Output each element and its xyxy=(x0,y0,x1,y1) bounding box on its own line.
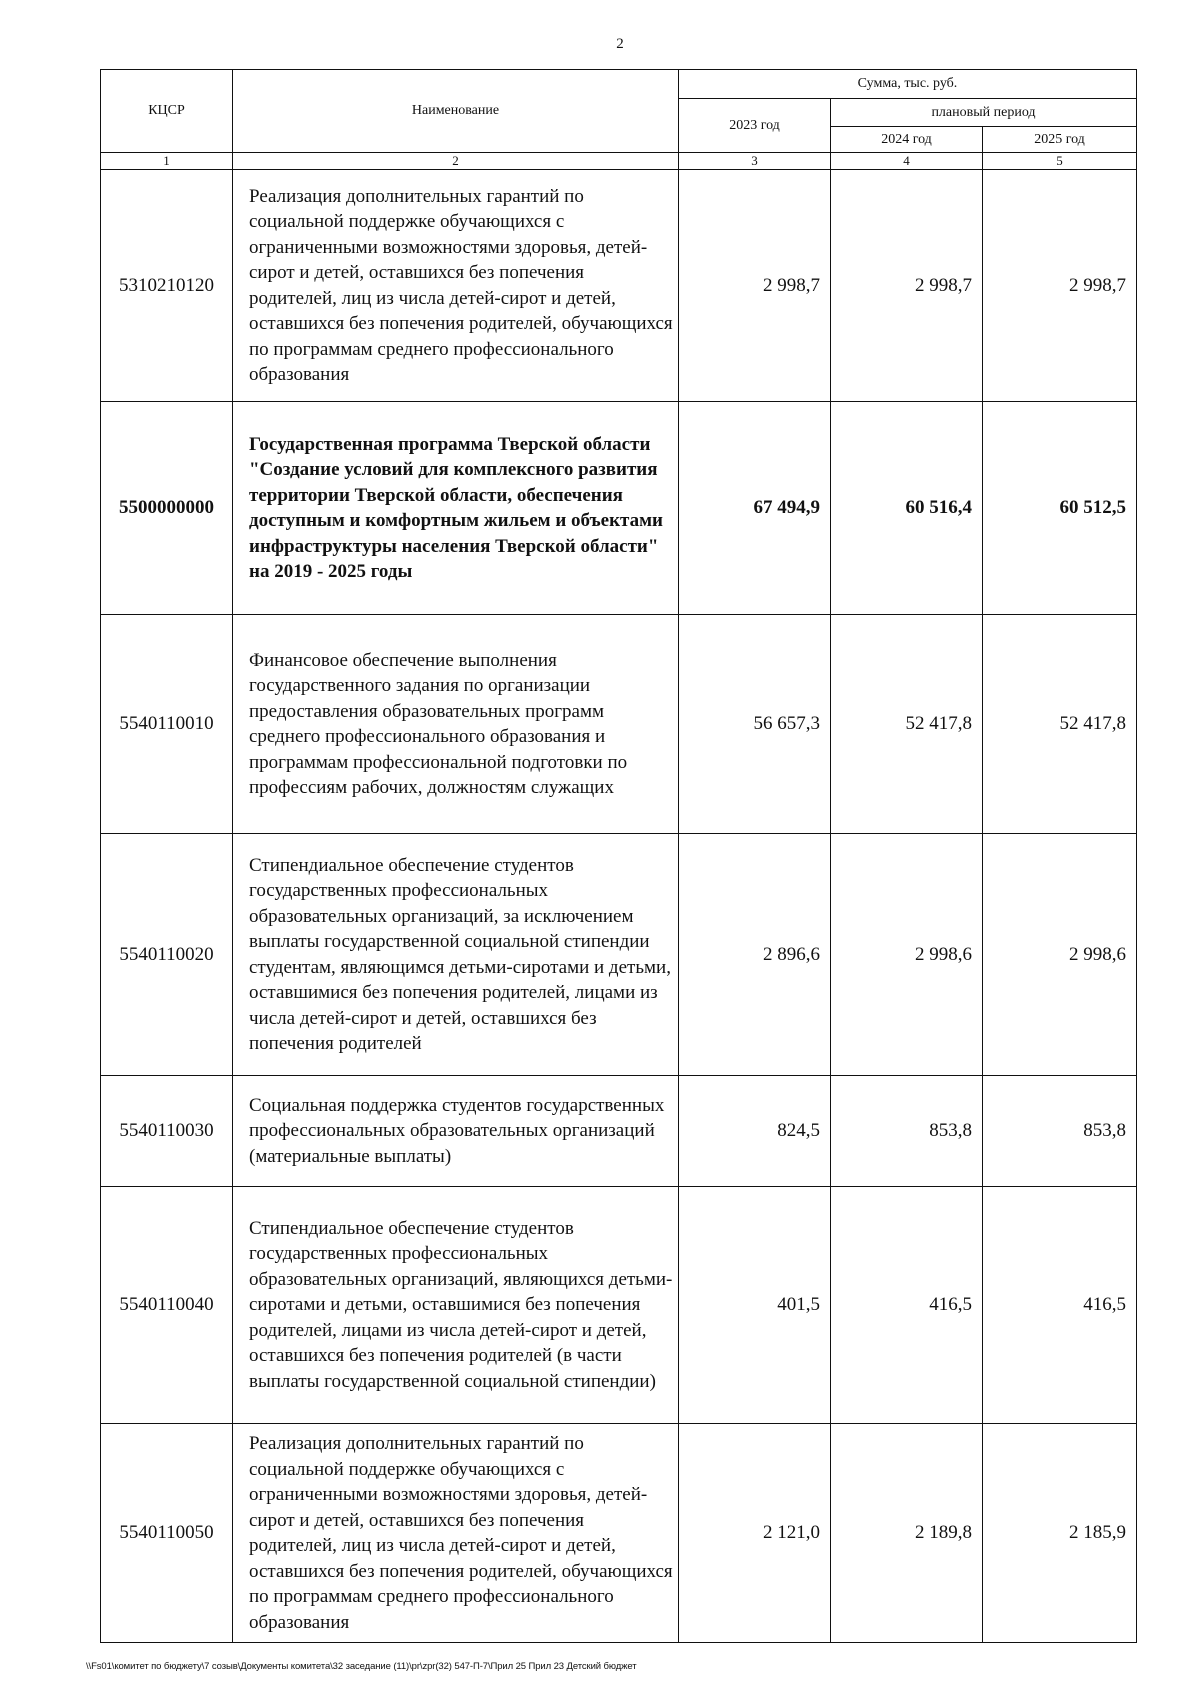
budget-table xyxy=(100,69,1137,1643)
row-value-2024: 853,8 xyxy=(831,1076,983,1187)
row-value-2023: 2 896,6 xyxy=(679,834,831,1076)
column-number: 2 xyxy=(233,153,679,170)
row-name: Социальная поддержка студентов государственных профессиональных образовательных организаций (материальные выплаты) xyxy=(233,1076,679,1187)
row-value-2025: 52 417,8 xyxy=(983,615,1137,834)
row-name: Финансовое обеспечение выполнения государственного задания по организации предоставления образовательных программ среднего профессионального образования и программам профессиональной подготовки по профессиям рабочих, должностям служащих xyxy=(233,615,679,834)
footer-file-path: \\Fs01\комитет по бюджету\7 созыв\Документы комитета\32 заседание (11)\pr\zpr(32) 547-П-7\Прил 25 Прил 23 Детский бюджет xyxy=(86,1661,637,1672)
column-number: 3 xyxy=(679,153,831,170)
header-year-2024: 2024 год xyxy=(831,127,983,153)
header-planning-period: плановый период xyxy=(831,99,1137,127)
header-name: Наименование xyxy=(233,70,679,153)
page-number: 2 xyxy=(616,36,624,52)
row-code: 5540110020 xyxy=(101,834,233,1076)
row-name: Государственная программа Тверской области "Создание условий для комплексного развития территории Тверской области, обеспечения доступным и комфортным жильем и объектами инфраструктуры населения Тверской области" на 2019 - 2025 годы xyxy=(233,402,679,615)
row-value-2025: 416,5 xyxy=(983,1187,1137,1424)
row-value-2024: 416,5 xyxy=(831,1187,983,1424)
row-code: 5500000000 xyxy=(101,402,233,615)
column-number: 4 xyxy=(831,153,983,170)
column-number: 1 xyxy=(101,153,233,170)
table-row xyxy=(101,615,1137,834)
row-name: Реализация дополнительных гарантий по социальной поддержке обучающихся с ограниченными возможностями здоровья, детей-сирот и детей, оставшихся без попечения родителей, лиц из числа детей-сирот и детей, оставшихся без попечения родителей, обучающихся по программам среднего профессионального образования xyxy=(233,1424,679,1643)
header-amount: Сумма, тыс. руб. xyxy=(679,70,1137,99)
row-value-2025: 2 998,6 xyxy=(983,834,1137,1076)
row-name: Стипендиальное обеспечение студентов государственных профессиональных образовательных организаций, за исключением выплаты государственной социальной стипендии студентам, являющимся детьми-сиротами и детьми, оставшимися без попечения родителей, лицами из числа детей-сирот и детей, оставшихся без попечения родителей xyxy=(233,834,679,1076)
row-value-2024: 60 516,4 xyxy=(831,402,983,615)
header-year-2023: 2023 год xyxy=(679,99,831,153)
row-code: 5540110040 xyxy=(101,1187,233,1424)
column-number-row xyxy=(101,153,1137,170)
table-row xyxy=(101,170,1137,402)
row-value-2023: 401,5 xyxy=(679,1187,831,1424)
table-row xyxy=(101,1076,1137,1187)
row-value-2023: 824,5 xyxy=(679,1076,831,1187)
row-value-2024: 2 998,6 xyxy=(831,834,983,1076)
row-value-2024: 2 998,7 xyxy=(831,170,983,402)
row-value-2024: 52 417,8 xyxy=(831,615,983,834)
table-row xyxy=(101,834,1137,1076)
row-value-2023: 2 121,0 xyxy=(679,1424,831,1643)
row-value-2023: 67 494,9 xyxy=(679,402,831,615)
row-value-2023: 56 657,3 xyxy=(679,615,831,834)
row-value-2025: 853,8 xyxy=(983,1076,1137,1187)
row-code: 5310210120 xyxy=(101,170,233,402)
row-name: Стипендиальное обеспечение студентов государственных профессиональных образовательных организаций, являющихся детьми-сиротами и детьми, оставшимися без попечения родителей, лицами из числа детей-сирот и детей, оставшихся без попечения родителей (в части выплаты государственной социальной стипендии) xyxy=(233,1187,679,1424)
row-value-2023: 2 998,7 xyxy=(679,170,831,402)
row-code: 5540110010 xyxy=(101,615,233,834)
row-value-2025: 60 512,5 xyxy=(983,402,1137,615)
column-number: 5 xyxy=(983,153,1137,170)
table-row xyxy=(101,1187,1137,1424)
table-row xyxy=(101,402,1137,615)
row-value-2024: 2 189,8 xyxy=(831,1424,983,1643)
row-value-2025: 2 185,9 xyxy=(983,1424,1137,1643)
row-name: Реализация дополнительных гарантий по социальной поддержке обучающихся с ограниченными возможностями здоровья, детей-сирот и детей, оставшихся без попечения родителей, лиц из числа детей-сирот и детей, оставшихся без попечения родителей, обучающихся по программам среднего профессионального образования xyxy=(233,170,679,402)
header-code: КЦСР xyxy=(101,70,233,153)
row-code: 5540110050 xyxy=(101,1424,233,1643)
header-year-2025: 2025 год xyxy=(983,127,1137,153)
row-value-2025: 2 998,7 xyxy=(983,170,1137,402)
table-row xyxy=(101,1424,1137,1643)
row-code: 5540110030 xyxy=(101,1076,233,1187)
